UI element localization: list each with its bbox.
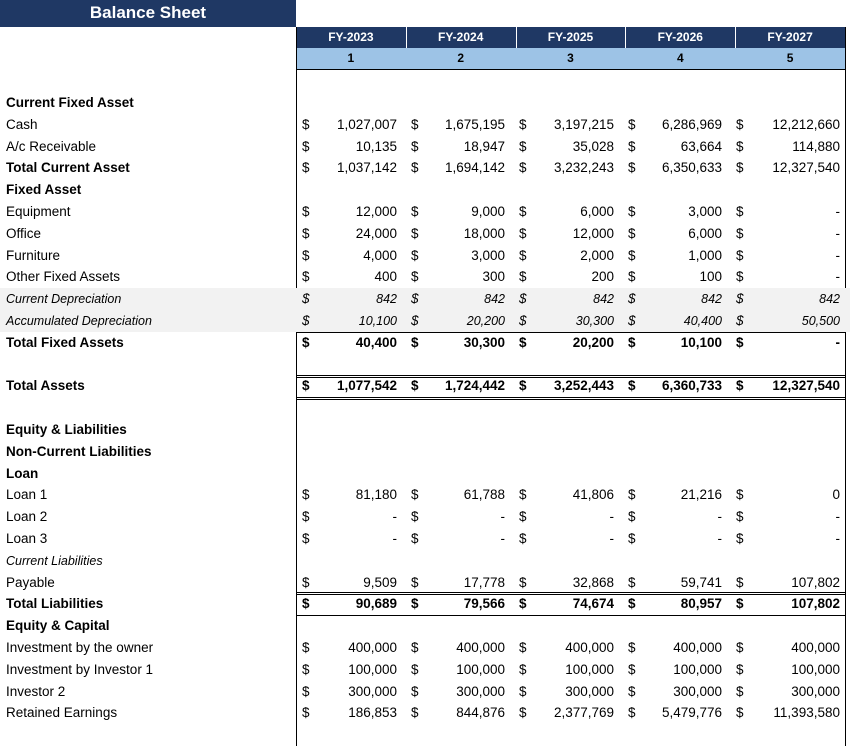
value-cell: - [835,269,840,285]
value-cell: 18,947 [463,138,505,154]
currency-symbol: $ [519,640,527,655]
table-row [0,157,850,179]
value-cell: 6,000 [580,204,614,219]
currency-symbol: $ [302,378,310,394]
total-border-line [296,332,845,333]
value-cell: 107,802 [791,596,840,612]
value-cell: 400,000 [456,640,505,655]
value-cell: 6,360,733 [661,378,722,394]
value-cell: 1,675,195 [444,116,505,132]
value-cell: 24,000 [355,225,397,241]
table-row [0,92,850,114]
currency-symbol: $ [736,596,744,612]
value-cell: 12,000 [355,204,397,219]
currency-symbol: $ [736,138,744,154]
currency-symbol: $ [411,138,419,154]
value-cell: 2,000 [580,247,614,263]
table-row [0,114,850,136]
currency-symbol: $ [302,334,310,350]
row-label: Investment by Investor 1 [6,661,154,677]
year-header-2: FY-2024 [438,30,484,44]
row-label: Investor 2 [6,683,66,699]
currency-symbol: $ [411,247,419,263]
row-label: Loan 1 [6,487,48,503]
currency-symbol: $ [736,487,744,503]
table-row [0,375,850,397]
value-cell: 20,200 [466,314,505,328]
currency-symbol: $ [519,247,527,263]
currency-symbol: $ [736,269,744,285]
currency-symbol: $ [302,204,310,219]
header-separator [735,27,736,48]
value-cell: 400 [374,269,397,285]
total-border-line [296,592,845,593]
value-cell: 81,180 [355,487,397,503]
row-label: Total Fixed Assets [6,334,124,350]
currency-symbol: $ [519,487,527,503]
value-cell: 100,000 [348,661,397,677]
row-label: Equipment [6,204,71,219]
currency-symbol: $ [302,225,310,241]
currency-symbol: $ [628,269,636,285]
currency-symbol: $ [411,640,419,655]
currency-symbol: $ [736,661,744,677]
table-row [0,332,850,354]
total-border-line [296,377,845,378]
currency-symbol: $ [411,204,419,219]
value-cell: 30,300 [463,334,505,350]
currency-symbol: $ [628,313,636,328]
value-cell: - [835,531,840,546]
currency-symbol: $ [736,247,744,263]
value-cell: 80,957 [680,596,722,612]
currency-symbol: $ [302,574,310,590]
table-row [0,397,850,419]
table-row [0,223,850,245]
value-cell: 6,286,969 [661,116,722,132]
value-cell: 50,500 [801,314,840,328]
value-cell: 1,077,542 [336,378,397,394]
value-cell: 20,200 [572,334,614,350]
row-label: Equity & Liabilities [6,422,127,437]
currency-symbol: $ [411,291,419,307]
table-row [0,310,850,332]
currency-symbol: $ [302,640,310,655]
currency-symbol: $ [628,204,636,219]
value-cell: 10,135 [355,138,397,154]
table-row [0,245,850,267]
row-label: Cash [6,116,38,132]
table-row [0,615,850,637]
total-border-line [296,615,845,616]
value-cell: - [717,531,722,546]
currency-symbol: $ [628,334,636,350]
period-header-2: 2 [457,51,465,65]
currency-symbol: $ [302,487,310,503]
currency-symbol: $ [302,705,310,721]
table-row [0,593,850,615]
currency-symbol: $ [736,116,744,132]
value-cell: 32,868 [572,574,614,590]
value-cell: - [609,531,614,546]
table-row [0,702,850,724]
value-cell: 400,000 [348,640,397,655]
currency-symbol: $ [302,661,310,677]
currency-symbol: $ [302,247,310,263]
currency-symbol: $ [628,116,636,132]
currency-symbol: $ [411,269,419,285]
currency-symbol: $ [519,334,527,350]
table-row [0,179,850,201]
currency-symbol: $ [628,705,636,721]
value-cell: 300,000 [348,683,397,699]
value-cell: 40,400 [683,314,722,328]
currency-symbol: $ [411,313,419,328]
value-cell: 0 [832,487,840,503]
currency-symbol: $ [519,269,527,285]
year-header-1: FY-2023 [328,30,374,44]
currency-symbol: $ [519,160,527,176]
value-cell: 844,876 [456,705,505,721]
value-cell: 400,000 [791,640,840,655]
currency-symbol: $ [519,531,527,546]
value-cell: - [392,531,397,546]
row-label: Total Current Asset [6,160,130,176]
header-separator [625,27,626,48]
year-header-5: FY-2027 [767,30,813,44]
value-cell: 5,479,776 [661,705,722,721]
currency-symbol: $ [519,683,527,699]
currency-symbol: $ [411,225,419,241]
currency-symbol: $ [519,596,527,612]
row-label: A/c Receivable [6,138,97,154]
currency-symbol: $ [736,574,744,590]
value-cell: 114,880 [792,138,840,154]
value-cell: 17,778 [463,574,505,590]
currency-symbol: $ [628,487,636,503]
total-border-line [296,594,845,595]
currency-symbol: $ [411,596,419,612]
value-cell: 3,252,443 [553,378,614,394]
value-cell: 63,664 [680,138,722,154]
value-cell: 842 [819,292,840,307]
currency-symbol: $ [628,138,636,154]
value-cell: 1,694,142 [444,160,505,176]
currency-symbol: $ [736,204,744,219]
header-separator [516,27,517,48]
currency-symbol: $ [628,160,636,176]
value-cell: 79,566 [463,596,505,612]
row-label: Current Liabilities [6,553,103,568]
currency-symbol: $ [411,683,419,699]
currency-symbol: $ [628,378,636,394]
value-cell: - [500,509,505,525]
value-cell: 300 [482,269,505,285]
period-header-1: 1 [347,51,355,65]
total-border-line [296,397,845,398]
value-cell: 100 [699,269,722,285]
table-row [0,463,850,485]
value-cell: 100,000 [565,661,614,677]
row-label: Retained Earnings [6,705,118,721]
currency-symbol: $ [736,705,744,721]
value-cell: 186,853 [348,705,397,721]
currency-symbol: $ [411,116,419,132]
value-cell: 1,000 [688,247,722,263]
currency-symbol: $ [628,247,636,263]
currency-symbol: $ [628,640,636,655]
value-cell: 12,327,540 [772,160,840,176]
value-cell: 100,000 [673,661,722,677]
value-cell: 842 [593,292,614,307]
value-cell: - [717,509,722,525]
value-cell: - [835,509,840,525]
value-cell: 1,724,442 [444,378,505,394]
currency-symbol: $ [302,138,310,154]
currency-symbol: $ [411,487,419,503]
table-row [0,528,850,550]
value-cell: 18,000 [463,225,505,241]
value-cell: - [835,204,840,219]
total-border-line [296,375,845,376]
table-row [0,136,850,158]
table-row [0,572,850,594]
currency-symbol: $ [411,705,419,721]
currency-symbol: $ [302,683,310,699]
currency-symbol: $ [411,574,419,590]
row-label: Investment by the owner [6,640,154,655]
table-row [0,419,850,441]
value-cell: - [835,334,840,350]
table-row [0,201,850,223]
value-cell: 3,000 [688,204,722,219]
value-cell: 6,350,633 [661,160,722,176]
value-cell: 4,000 [363,247,397,263]
sheet-title: Balance Sheet [0,0,296,27]
value-cell: 107,802 [791,574,840,590]
currency-symbol: $ [736,640,744,655]
currency-symbol: $ [736,531,744,546]
currency-symbol: $ [302,531,310,546]
currency-symbol: $ [519,138,527,154]
currency-symbol: $ [736,683,744,699]
year-header-4: FY-2026 [657,30,703,44]
total-border-line [296,399,845,400]
currency-symbol: $ [302,116,310,132]
currency-symbol: $ [519,378,527,394]
value-cell: 12,212,660 [772,116,840,132]
currency-symbol: $ [411,334,419,350]
period-header-5: 5 [786,51,794,65]
value-cell: 41,806 [572,487,614,503]
value-cell: 2,377,769 [553,705,614,721]
value-cell: 842 [484,292,505,307]
currency-symbol: $ [519,509,527,525]
table-row [0,681,850,703]
row-label: Loan 3 [6,531,48,546]
currency-symbol: $ [411,531,419,546]
table-row [0,637,850,659]
currency-symbol: $ [519,705,527,721]
currency-symbol: $ [411,509,419,525]
row-label: Furniture [6,247,61,263]
table-row [0,550,850,572]
row-label: Fixed Asset [6,182,82,198]
currency-symbol: $ [411,160,419,176]
value-cell: 12,000 [572,225,614,241]
currency-symbol: $ [411,378,419,394]
table-row [0,266,850,288]
currency-symbol: $ [302,509,310,525]
row-label: Loan [6,465,39,481]
currency-symbol: $ [628,661,636,677]
currency-symbol: $ [628,509,636,525]
value-cell: 842 [701,292,722,307]
value-cell: 300,000 [565,683,614,699]
value-cell: 35,028 [572,138,614,154]
value-cell: 1,037,142 [336,160,397,176]
currency-symbol: $ [302,313,310,328]
row-label: Non-Current Liabilities [6,443,152,459]
period-header-3: 3 [567,51,574,65]
header-separator [406,27,407,48]
currency-symbol: $ [736,160,744,176]
currency-symbol: $ [519,225,527,241]
currency-symbol: $ [302,269,310,285]
currency-symbol: $ [628,574,636,590]
table-row [0,506,850,528]
row-label: Loan 2 [6,509,48,525]
value-cell: 61,788 [463,487,505,503]
value-cell: 100,000 [456,661,505,677]
row-label: Total Liabilities [6,596,104,612]
currency-symbol: $ [628,225,636,241]
currency-symbol: $ [519,574,527,590]
table-row [0,288,850,310]
year-header-row [296,27,845,48]
period-header-4: 4 [676,51,684,65]
currency-symbol: $ [302,160,310,176]
currency-symbol: $ [519,204,527,219]
value-cell: 400,000 [565,640,614,655]
row-label: Office [6,225,42,241]
currency-symbol: $ [628,531,636,546]
currency-symbol: $ [736,225,744,241]
value-cell: 3,197,215 [553,116,614,132]
value-cell: 30,300 [575,314,614,328]
value-cell: - [392,509,397,525]
row-label: Equity & Capital [6,618,110,634]
value-cell: 1,027,007 [336,116,397,132]
value-cell: - [609,509,614,525]
value-cell: 842 [376,292,397,307]
table-row [0,354,850,376]
value-cell: - [500,531,505,546]
year-header-3: FY-2025 [547,30,594,44]
table-row [0,659,850,681]
row-label: Payable [6,574,55,590]
row-label: Current Depreciation [6,292,122,307]
value-cell: 90,689 [355,596,397,612]
value-cell: 74,674 [572,596,614,612]
value-cell: 10,100 [358,314,397,328]
value-cell: 59,741 [680,574,722,590]
value-cell: 12,327,540 [772,378,840,394]
currency-symbol: $ [302,291,310,307]
period-header-row [296,48,845,70]
currency-symbol: $ [736,334,744,350]
currency-symbol: $ [736,378,744,394]
currency-symbol: $ [628,683,636,699]
value-cell: - [835,225,840,241]
currency-symbol: $ [628,596,636,612]
value-cell: 300,000 [791,683,840,699]
value-cell: 10,100 [680,334,722,350]
value-cell: 9,000 [471,204,505,219]
currency-symbol: $ [519,661,527,677]
currency-symbol: $ [736,509,744,525]
value-cell: 11,393,580 [773,705,840,721]
currency-symbol: $ [519,313,527,328]
row-label: Total Assets [6,378,85,394]
currency-symbol: $ [736,313,744,328]
value-cell: 3,000 [471,247,505,263]
value-cell: 400,000 [673,640,722,655]
value-cell: 9,509 [363,574,397,590]
currency-symbol: $ [411,661,419,677]
table-row [0,441,850,463]
currency-symbol: $ [736,291,744,307]
currency-symbol: $ [628,291,636,307]
currency-symbol: $ [519,116,527,132]
value-cell: 200 [591,269,614,285]
value-cell: 21,216 [680,487,722,503]
row-label: Current Fixed Asset [6,95,134,110]
value-cell: 3,232,243 [553,160,614,176]
currency-symbol: $ [519,291,527,307]
value-cell: 300,000 [673,683,722,699]
row-label: Accumulated Depreciation [6,314,152,328]
value-cell: 40,400 [355,334,397,350]
value-cell: - [835,247,840,263]
currency-symbol: $ [302,596,310,612]
table-row [0,484,850,506]
row-label: Other Fixed Assets [6,269,121,285]
value-cell: 6,000 [688,225,722,241]
value-cell: 300,000 [456,683,505,699]
value-cell: 100,000 [791,661,840,677]
